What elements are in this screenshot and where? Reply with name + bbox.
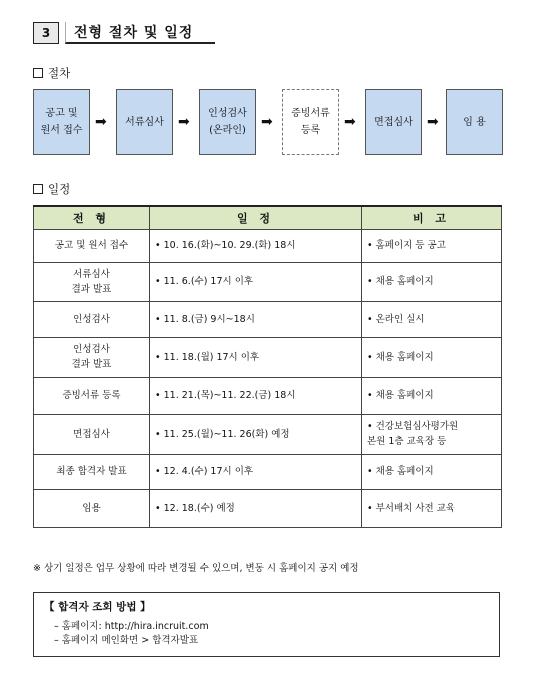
note-cell: • 건강보험심사평가원 본원 1층 교육장 등 [362, 414, 502, 454]
table-row [34, 377, 502, 414]
step-application: 공고 및 원서 접수 [33, 89, 90, 155]
table-row [34, 337, 502, 377]
note-cell: • 채용 홈페이지 [362, 377, 502, 414]
arrow-right-icon: ➡ [261, 114, 273, 130]
process-flow [33, 89, 503, 155]
section-title-wrap [65, 22, 215, 44]
step-appointment: 임 용 [446, 89, 503, 155]
table-row [34, 262, 502, 301]
section-number: 3 [33, 22, 59, 44]
note-cell: • 부서배치 사전 교육 [362, 489, 502, 527]
note-cell: • 채용 홈페이지 [362, 454, 502, 489]
arrow-right-icon: ➡ [178, 114, 190, 130]
process-heading [33, 65, 70, 81]
note-cell: • 홈페이지 등 공고 [362, 229, 502, 262]
section-header [33, 22, 215, 44]
result-check-title: 【 합격자 조회 방법 】 [44, 601, 151, 613]
section-title: 전형 절차 및 일정 [74, 25, 194, 41]
schedule-table [33, 205, 502, 528]
stage-cell: 서류심사 결과 발표 [34, 262, 150, 301]
arrow-right-icon: ➡ [95, 114, 107, 130]
date-cell: • 11. 21.(목)~11. 22.(금) 18시 [150, 377, 362, 414]
table-row [34, 489, 502, 527]
stage-cell: 인성검사 [34, 301, 150, 337]
arrow-right-icon: ➡ [344, 114, 356, 130]
step-interview: 면접심사 [365, 89, 422, 155]
stage-cell: 최종 합격자 발표 [34, 454, 150, 489]
schedule-footnote: ※ 상기 일정은 업무 상황에 따라 변경될 수 있으며, 변동 시 홈페이지 공지 예정 [33, 563, 359, 574]
schedule-heading-label: 일정 [48, 182, 71, 196]
column-header: 전 형 [34, 206, 150, 229]
table-row [34, 229, 502, 262]
result-check-box [33, 592, 500, 657]
stage-cell: 임용 [34, 489, 150, 527]
checkbox-icon [33, 68, 43, 78]
column-header: 일 정 [150, 206, 362, 229]
note-cell: • 채용 홈페이지 [362, 337, 502, 377]
stage-cell: 인성검사 결과 발표 [34, 337, 150, 377]
schedule-heading [33, 181, 70, 197]
arrow-right-icon: ➡ [427, 114, 439, 130]
result-check-path: – 홈페이지 메인화면 > 합격자발표 [54, 635, 199, 646]
step-personality-test: 인성검사 (온라인) [199, 89, 256, 155]
note-cell: • 채용 홈페이지 [362, 262, 502, 301]
stage-cell: 증빙서류 등록 [34, 377, 150, 414]
date-cell: • 12. 18.(수) 예정 [150, 489, 362, 527]
table-row [34, 454, 502, 489]
date-cell: • 11. 18.(월) 17시 이후 [150, 337, 362, 377]
note-cell: • 온라인 실시 [362, 301, 502, 337]
table-row [34, 301, 502, 337]
result-check-website: – 홈페이지: http://hira.incruit.com [54, 621, 209, 632]
date-cell: • 12. 4.(수) 17시 이후 [150, 454, 362, 489]
date-cell: • 11. 6.(수) 17시 이후 [150, 262, 362, 301]
date-cell: • 11. 25.(월)~11. 26(화) 예정 [150, 414, 362, 454]
step-document-review: 서류심사 [116, 89, 173, 155]
date-cell: • 10. 16.(화)~10. 29.(화) 18시 [150, 229, 362, 262]
date-cell: • 11. 8.(금) 9시~18시 [150, 301, 362, 337]
column-header: 비 고 [362, 206, 502, 229]
stage-cell: 공고 및 원서 접수 [34, 229, 150, 262]
table-row [34, 414, 502, 454]
checkbox-icon [33, 184, 43, 194]
stage-cell: 면접심사 [34, 414, 150, 454]
step-document-submission: 증빙서류 등록 [282, 89, 339, 155]
process-heading-label: 절차 [48, 66, 71, 80]
table-header-row [34, 206, 502, 229]
